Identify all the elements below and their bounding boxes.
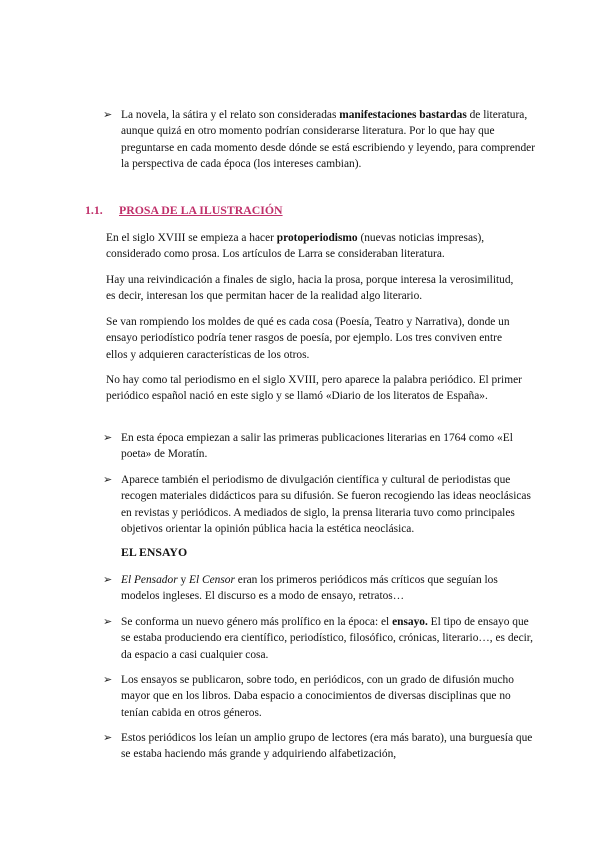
bullet-pensador-text: eran los primeros periódicos más críticos que seguían los modelos ingleses. El discurso es a modo de ensayo, retratos…: [121, 574, 498, 603]
bullet-1764: [103, 430, 536, 463]
bullet-pensador: [103, 572, 536, 605]
bullet-lectores: [103, 730, 536, 763]
censor-title: El Censor: [189, 574, 235, 586]
arrow-bullet-icon: ➢: [103, 574, 113, 586]
bullet-1764-text: En esta época empiezan a salir las primeras publicaciones literarias en 1764 como «El poeta» de Moratín.: [121, 432, 513, 461]
pensador-title: El Pensador: [121, 574, 178, 586]
bullet-genero-text: Se conforma un nuevo género más prolífico en la época: el: [121, 616, 393, 628]
bullet-divulgacion: [103, 472, 536, 537]
bullet-genero-text-end: El tipo de ensayo que se estaba produciendo era científico, periodístico, filosófico, crónicas, literario…, es decir, da espacio a casi cualquier cosa.: [121, 616, 533, 661]
paragraph-periodismo: No hay como tal periodismo en el siglo XVIII, pero aparece la palabra periódico. El primer periódico español nació en este siglo y se llamó «Diario de los literatos de España».: [106, 374, 522, 403]
bullet-intro-text-end: de literatura, aunque quizá en otro momento podrían considerarse literatura. Por lo que hay que preguntarse en cada momento desde dónde se está escribiendo y leyendo, para comprender la perspectiva de cada época (los intereses cambian).: [121, 109, 536, 170]
arrow-bullet-icon: ➢: [103, 674, 113, 686]
paragraph-moldes: Se van rompiendo los moldes de qué es cada cosa (Poesía, Teatro y Narrativa), donde un ensayo periodístico podría tener rasgos de poesía, por ejemplo. Los tres conviven entre ellos y adquieren características de los otros.: [106, 316, 510, 361]
bullet-publicaron-text: Los ensayos se publicaron, sobre todo, en periódicos, con un grado de difusión mucho mayor que en los libros. Daba espacio a conocimientos de diversas disciplinas que no tenían cabida en otros géneros.: [121, 674, 514, 719]
section-number: 1.1.: [85, 203, 103, 217]
paragraph-protoperiodismo: [106, 230, 524, 263]
arrow-bullet-icon: ➢: [103, 474, 113, 486]
bullet-publicaron: [103, 672, 536, 721]
arrow-bullet-icon: ➢: [103, 432, 113, 444]
bullet-divulgacion-text: Aparece también el periodismo de divulgación científica y cultural de periodistas que recogen materiales didácticos para su difusión. Se fueron recogiendo las ideas neoclásicas en revistas y periódicos. A mediados de siglo, la prensa literaria tuvo como principales objetivos orientar la opinión pública hacia la estética neoclásica.: [121, 474, 531, 535]
pensador-conjunction: y: [177, 574, 190, 586]
section-heading: [85, 202, 283, 218]
paragraph-reivindicacion: Hay una reivindicación a finales de siglo, hacia la prosa, porque interesa la verosimilitud, es decir, interesan los que permitan hacer de la realidad algo literario.: [106, 274, 514, 303]
bullet-genero: [103, 614, 536, 663]
arrow-bullet-icon: ➢: [103, 109, 113, 121]
arrow-bullet-icon: ➢: [103, 616, 113, 628]
subheading-ensayo: EL ENSAYO: [121, 545, 188, 559]
para1-bold: protoperiodismo: [276, 232, 358, 244]
bullet-lectores-text: Estos periódicos los leían un amplio grupo de lectores (era más barato), una burguesía que se estaba haciendo más grande y adquiriendo alfabetización,: [121, 732, 533, 761]
arrow-bullet-icon: ➢: [103, 732, 113, 744]
bullet-genero-bold: ensayo.: [392, 616, 428, 628]
bullet-intro: [103, 107, 536, 172]
bullet-intro-text: La novela, la sátira y el relato son consideradas: [121, 109, 340, 121]
para1-text-end: (nuevas noticias impresas), considerado como prosa. Los artículos de Larra se consideraban literatura.: [106, 232, 485, 261]
bullet-intro-bold: manifestaciones bastardas: [339, 109, 467, 121]
para1-text: En el siglo XVIII se empieza a hacer: [106, 232, 277, 244]
section-title: PROSA DE LA ILUSTRACIÓN: [119, 203, 283, 217]
